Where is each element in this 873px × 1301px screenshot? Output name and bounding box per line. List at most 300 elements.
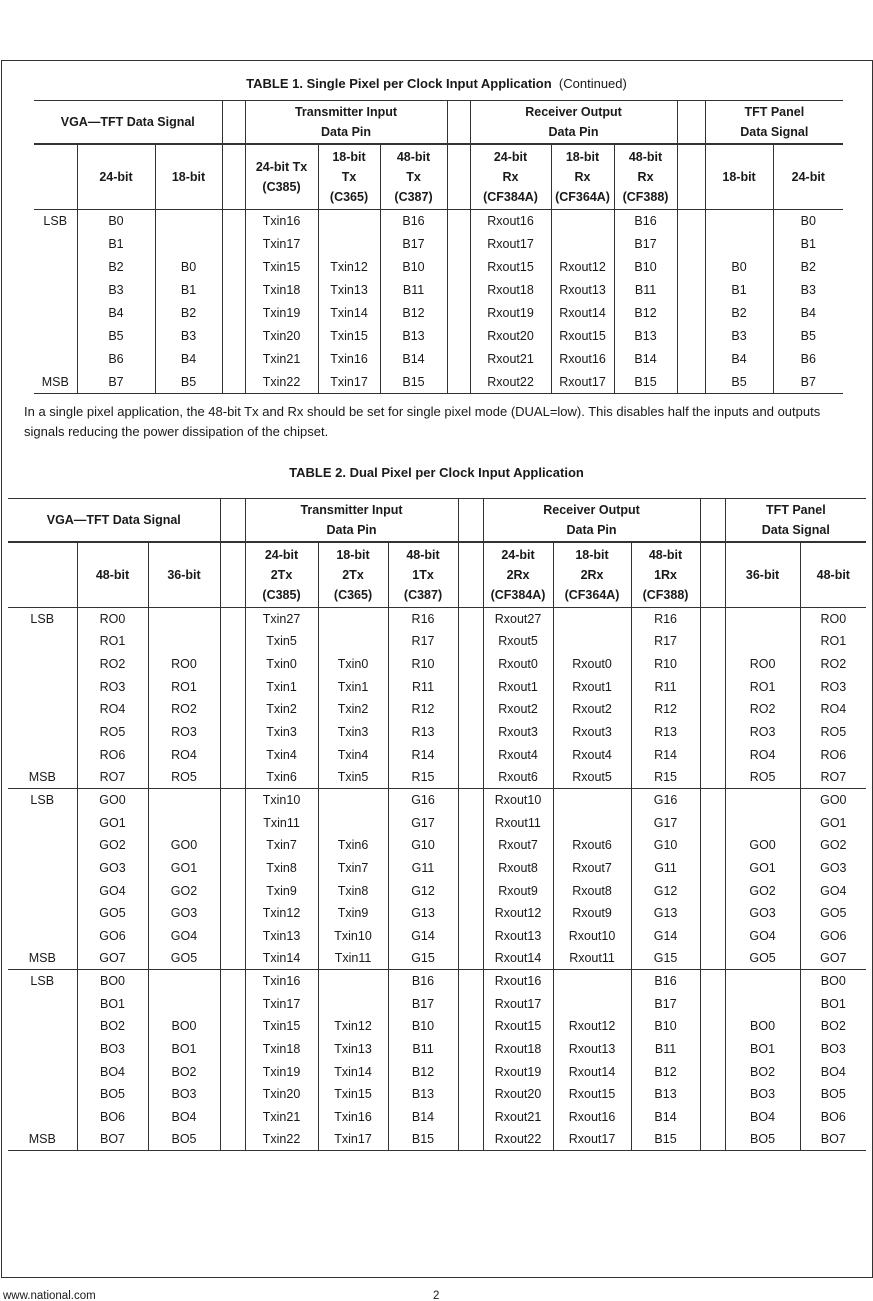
signal-cell xyxy=(148,970,220,993)
signal-cell: Txin9 xyxy=(318,902,388,925)
signal-cell: R17 xyxy=(631,630,700,653)
spacer xyxy=(458,653,483,676)
spacer xyxy=(458,499,483,543)
signal-cell: BO0 xyxy=(800,970,866,993)
signal-cell xyxy=(725,970,800,993)
signal-cell: Rxout16 xyxy=(551,348,614,371)
spacer xyxy=(458,902,483,925)
table-row xyxy=(8,789,866,812)
signal-cell: GO2 xyxy=(77,834,148,857)
signal-cell: BO0 xyxy=(77,970,148,993)
column-header: 18-bit 2Tx (C365) xyxy=(318,542,388,608)
spacer xyxy=(700,857,725,880)
spacer xyxy=(677,279,705,302)
table1-title-text: TABLE 1. Single Pixel per Clock Input Application xyxy=(246,76,552,91)
signal-cell: Rxout15 xyxy=(483,1015,553,1038)
signal-cell: Rxout14 xyxy=(483,947,553,970)
signal-cell xyxy=(725,992,800,1015)
column-header: 24-bit 2Rx (CF384A) xyxy=(483,542,553,608)
spacer xyxy=(677,325,705,348)
signal-cell: BO0 xyxy=(725,1015,800,1038)
blank-header xyxy=(8,542,77,608)
signal-cell: Txin14 xyxy=(245,947,318,970)
signal-cell: Rxout12 xyxy=(551,256,614,279)
signal-cell: Txin2 xyxy=(318,698,388,721)
column-header: 48-bit Tx (C387) xyxy=(380,144,447,210)
signal-cell: Rxout20 xyxy=(470,325,551,348)
signal-cell: Rxout15 xyxy=(470,256,551,279)
column-header: 24-bit Rx (CF384A) xyxy=(470,144,551,210)
signal-cell: Txin11 xyxy=(318,947,388,970)
signal-cell: Txin18 xyxy=(245,279,318,302)
spacer xyxy=(458,924,483,947)
signal-cell: Txin15 xyxy=(318,1083,388,1106)
table-row xyxy=(34,279,843,302)
signal-cell xyxy=(155,210,222,233)
bit-position xyxy=(8,857,77,880)
signal-cell: BO5 xyxy=(725,1128,800,1151)
signal-cell: G16 xyxy=(388,789,458,812)
signal-cell: Rxout12 xyxy=(483,902,553,925)
signal-cell: RO1 xyxy=(148,675,220,698)
spacer xyxy=(458,834,483,857)
column-header: 48-bit xyxy=(800,542,866,608)
signal-cell: Rxout9 xyxy=(483,879,553,902)
signal-cell: GO3 xyxy=(725,902,800,925)
table1-continued: (Continued) xyxy=(558,76,627,91)
signal-cell: Txin7 xyxy=(245,834,318,857)
signal-cell: Rxout0 xyxy=(553,653,631,676)
signal-cell: G12 xyxy=(388,879,458,902)
signal-cell: B2 xyxy=(77,256,155,279)
signal-cell: GO6 xyxy=(800,924,866,947)
bit-position xyxy=(8,834,77,857)
signal-cell: B13 xyxy=(380,325,447,348)
table-row xyxy=(34,302,843,325)
bit-position xyxy=(8,653,77,676)
signal-cell: Rxout15 xyxy=(553,1083,631,1106)
signal-cell: B14 xyxy=(380,348,447,371)
signal-cell: BO7 xyxy=(800,1128,866,1151)
signal-cell: RO0 xyxy=(725,653,800,676)
spacer xyxy=(700,947,725,970)
signal-cell: B5 xyxy=(773,325,843,348)
signal-cell: B15 xyxy=(388,1128,458,1151)
signal-cell: Rxout3 xyxy=(553,721,631,744)
spacer xyxy=(700,970,725,993)
spacer xyxy=(447,101,470,145)
spacer xyxy=(458,1106,483,1129)
table-row xyxy=(8,834,866,857)
signal-cell: GO5 xyxy=(725,947,800,970)
signal-cell: RO1 xyxy=(725,675,800,698)
spacer xyxy=(222,371,245,394)
signal-cell: Txin18 xyxy=(245,1038,318,1061)
spacer xyxy=(700,1106,725,1129)
spacer xyxy=(447,371,470,394)
signal-cell: Txin20 xyxy=(245,1083,318,1106)
signal-cell: B4 xyxy=(77,302,155,325)
signal-cell: Txin14 xyxy=(318,302,380,325)
signal-cell: B0 xyxy=(77,210,155,233)
signal-cell: Rxout16 xyxy=(483,970,553,993)
signal-cell: Rxout6 xyxy=(553,834,631,857)
bit-position: MSB xyxy=(28,951,56,966)
signal-cell: Txin20 xyxy=(245,325,318,348)
signal-cell: RO5 xyxy=(800,721,866,744)
spacer xyxy=(222,325,245,348)
signal-cell: Rxout1 xyxy=(553,675,631,698)
signal-cell: G10 xyxy=(388,834,458,857)
signal-cell: Txin6 xyxy=(245,766,318,789)
signal-cell: Txin22 xyxy=(245,1128,318,1151)
spacer xyxy=(447,144,470,210)
signal-cell: Txin13 xyxy=(318,1038,388,1061)
signal-cell xyxy=(318,992,388,1015)
signal-cell: G16 xyxy=(631,789,700,812)
signal-cell: R12 xyxy=(631,698,700,721)
table-row xyxy=(8,1060,866,1083)
signal-cell: RO5 xyxy=(148,766,220,789)
spacer xyxy=(220,542,245,608)
spacer xyxy=(700,1060,725,1083)
signal-cell: RO4 xyxy=(148,743,220,766)
spacer xyxy=(458,811,483,834)
spacer xyxy=(447,325,470,348)
signal-cell: B15 xyxy=(614,371,677,394)
spacer xyxy=(220,811,245,834)
spacer xyxy=(458,721,483,744)
signal-cell: Rxout20 xyxy=(483,1083,553,1106)
signal-cell: Rxout9 xyxy=(553,902,631,925)
signal-cell: BO1 xyxy=(77,992,148,1015)
signal-cell: Txin10 xyxy=(245,789,318,812)
signal-cell: Txin13 xyxy=(318,279,380,302)
spacer xyxy=(458,675,483,698)
column-header: 18-bit 2Rx (CF364A) xyxy=(553,542,631,608)
signal-cell: Txin12 xyxy=(318,1015,388,1038)
signal-cell: Txin10 xyxy=(318,924,388,947)
spacer xyxy=(700,1015,725,1038)
table-row xyxy=(8,947,866,970)
signal-cell: Rxout13 xyxy=(553,1038,631,1061)
signal-cell: B13 xyxy=(614,325,677,348)
signal-cell xyxy=(148,630,220,653)
table-row xyxy=(8,1038,866,1061)
signal-cell: R10 xyxy=(388,653,458,676)
table-row xyxy=(8,857,866,880)
table-row xyxy=(8,608,866,631)
signal-cell: B17 xyxy=(388,992,458,1015)
signal-cell: Txin3 xyxy=(318,721,388,744)
signal-cell: Rxout21 xyxy=(483,1106,553,1129)
signal-cell: RO2 xyxy=(725,698,800,721)
spacer xyxy=(220,1015,245,1038)
signal-cell: Rxout5 xyxy=(553,766,631,789)
signal-cell: Rxout13 xyxy=(551,279,614,302)
signal-cell: RO3 xyxy=(148,721,220,744)
signal-cell xyxy=(553,970,631,993)
footer-url[interactable]: www.national.com xyxy=(3,1290,96,1301)
spacer xyxy=(458,766,483,789)
signal-cell: RO6 xyxy=(800,743,866,766)
spacer xyxy=(700,675,725,698)
signal-cell: RO0 xyxy=(77,608,148,631)
signal-cell: Rxout8 xyxy=(553,879,631,902)
spacer xyxy=(700,992,725,1015)
signal-cell: RO4 xyxy=(725,743,800,766)
signal-cell: GO7 xyxy=(77,947,148,970)
group-header: Receiver Output Data Pin xyxy=(483,499,700,543)
column-header: 18-bit xyxy=(705,144,773,210)
signal-cell: Rxout2 xyxy=(553,698,631,721)
signal-cell: B17 xyxy=(380,233,447,256)
signal-cell: B0 xyxy=(155,256,222,279)
signal-cell: B10 xyxy=(388,1015,458,1038)
signal-cell: Txin12 xyxy=(318,256,380,279)
spacer xyxy=(700,924,725,947)
spacer xyxy=(458,1038,483,1061)
signal-cell: Rxout22 xyxy=(483,1128,553,1151)
spacer xyxy=(222,101,245,145)
signal-cell: BO3 xyxy=(800,1038,866,1061)
spacer xyxy=(458,608,483,631)
signal-cell: RO0 xyxy=(148,653,220,676)
spacer xyxy=(700,630,725,653)
signal-cell: R16 xyxy=(631,608,700,631)
signal-cell: Rxout4 xyxy=(483,743,553,766)
signal-cell: Txin17 xyxy=(318,1128,388,1151)
spacer xyxy=(220,857,245,880)
signal-cell: B3 xyxy=(155,325,222,348)
signal-cell: Rxout6 xyxy=(483,766,553,789)
table2 xyxy=(8,498,866,1151)
signal-cell: B5 xyxy=(77,325,155,348)
signal-cell: Rxout1 xyxy=(483,675,553,698)
signal-cell: B3 xyxy=(77,279,155,302)
spacer xyxy=(220,834,245,857)
signal-cell: Rxout10 xyxy=(483,789,553,812)
signal-cell: B15 xyxy=(380,371,447,394)
column-header: 48-bit xyxy=(77,542,148,608)
column-header: 36-bit xyxy=(148,542,220,608)
signal-cell: BO6 xyxy=(800,1106,866,1129)
signal-cell: Txin6 xyxy=(318,834,388,857)
bit-position: LSB xyxy=(30,612,55,627)
spacer xyxy=(458,743,483,766)
column-header: 24-bit xyxy=(77,144,155,210)
signal-cell: G10 xyxy=(631,834,700,857)
signal-cell: Txin13 xyxy=(245,924,318,947)
signal-cell xyxy=(318,970,388,993)
spacer xyxy=(220,970,245,993)
signal-cell: GO3 xyxy=(800,857,866,880)
group-header: VGA—TFT Data Signal xyxy=(8,499,220,543)
spacer xyxy=(700,743,725,766)
signal-cell: B14 xyxy=(614,348,677,371)
signal-cell: Txin8 xyxy=(318,879,388,902)
table-row xyxy=(8,879,866,902)
spacer xyxy=(222,210,245,233)
spacer xyxy=(222,302,245,325)
signal-cell: Rxout19 xyxy=(470,302,551,325)
signal-cell: GO5 xyxy=(148,947,220,970)
signal-cell: Rxout17 xyxy=(553,1128,631,1151)
table-row xyxy=(34,233,843,256)
signal-cell: Txin17 xyxy=(245,233,318,256)
signal-cell: R14 xyxy=(388,743,458,766)
spacer xyxy=(220,879,245,902)
signal-cell xyxy=(725,630,800,653)
bit-position xyxy=(8,1038,77,1061)
spacer xyxy=(458,1060,483,1083)
signal-cell: RO1 xyxy=(77,630,148,653)
signal-cell: BO5 xyxy=(800,1083,866,1106)
signal-cell xyxy=(725,789,800,812)
signal-cell: B16 xyxy=(614,210,677,233)
table-row xyxy=(8,811,866,834)
bit-position xyxy=(8,811,77,834)
signal-cell: B12 xyxy=(631,1060,700,1083)
spacer xyxy=(220,743,245,766)
note-paragraph: In a single pixel application, the 48-bit Tx and Rx should be set for single pixel mode (DUAL=low). This disables half the inputs and outputs signals reducing the power dissipation of the chipset. xyxy=(24,404,821,439)
signal-cell: RO3 xyxy=(800,675,866,698)
spacer xyxy=(700,698,725,721)
group-header: Receiver Output Data Pin xyxy=(470,101,677,145)
spacer xyxy=(220,1128,245,1151)
signal-cell: G12 xyxy=(631,879,700,902)
signal-cell: Txin15 xyxy=(245,256,318,279)
signal-cell xyxy=(318,608,388,631)
signal-cell: Rxout11 xyxy=(553,947,631,970)
spacer xyxy=(447,233,470,256)
spacer xyxy=(700,834,725,857)
spacer xyxy=(222,233,245,256)
signal-cell: Txin1 xyxy=(245,675,318,698)
spacer xyxy=(677,302,705,325)
spacer xyxy=(700,1038,725,1061)
spacer xyxy=(700,811,725,834)
signal-cell: GO1 xyxy=(800,811,866,834)
signal-cell: B14 xyxy=(388,1106,458,1129)
signal-cell: Txin5 xyxy=(318,766,388,789)
spacer xyxy=(220,653,245,676)
table-row xyxy=(8,992,866,1015)
bit-position xyxy=(8,721,77,744)
spacer xyxy=(220,675,245,698)
signal-cell: Txin12 xyxy=(245,902,318,925)
signal-cell: Rxout17 xyxy=(483,992,553,1015)
table-row xyxy=(8,1128,866,1151)
signal-cell: BO4 xyxy=(148,1106,220,1129)
signal-cell: Rxout19 xyxy=(483,1060,553,1083)
signal-cell: Txin17 xyxy=(245,992,318,1015)
table-row xyxy=(34,210,843,233)
table-row xyxy=(8,924,866,947)
table-row xyxy=(8,970,866,993)
signal-cell: RO3 xyxy=(725,721,800,744)
signal-cell: Rxout27 xyxy=(483,608,553,631)
spacer xyxy=(458,1015,483,1038)
signal-cell: B14 xyxy=(631,1106,700,1129)
signal-cell: GO7 xyxy=(800,947,866,970)
signal-cell: R12 xyxy=(388,698,458,721)
group-header: Transmitter Input Data Pin xyxy=(245,499,458,543)
signal-cell: GO4 xyxy=(77,879,148,902)
signal-cell: B0 xyxy=(773,210,843,233)
signal-cell: BO4 xyxy=(725,1106,800,1129)
bit-position xyxy=(34,302,77,325)
signal-cell: B12 xyxy=(614,302,677,325)
signal-cell xyxy=(148,789,220,812)
group-header: VGA—TFT Data Signal xyxy=(34,101,222,145)
spacer xyxy=(220,721,245,744)
signal-cell xyxy=(725,608,800,631)
signal-cell: B16 xyxy=(631,970,700,993)
spacer xyxy=(700,608,725,631)
signal-cell: Txin2 xyxy=(245,698,318,721)
signal-cell: Txin21 xyxy=(245,1106,318,1129)
spacer xyxy=(447,256,470,279)
signal-cell: Txin3 xyxy=(245,721,318,744)
signal-cell xyxy=(553,789,631,812)
group-header: TFT Panel Data Signal xyxy=(725,499,866,543)
signal-cell: GO6 xyxy=(77,924,148,947)
signal-cell: BO5 xyxy=(77,1083,148,1106)
signal-cell: B4 xyxy=(155,348,222,371)
signal-cell: B13 xyxy=(631,1083,700,1106)
signal-cell: Rxout21 xyxy=(470,348,551,371)
signal-cell: BO6 xyxy=(77,1106,148,1129)
signal-cell: Txin7 xyxy=(318,857,388,880)
signal-cell: G13 xyxy=(388,902,458,925)
signal-cell: Rxout14 xyxy=(553,1060,631,1083)
table-row xyxy=(34,256,843,279)
signal-cell: G14 xyxy=(631,924,700,947)
bit-position xyxy=(8,1015,77,1038)
signal-cell: R17 xyxy=(388,630,458,653)
signal-cell: B1 xyxy=(155,279,222,302)
spacer xyxy=(220,630,245,653)
signal-cell: Txin9 xyxy=(245,879,318,902)
signal-cell: GO2 xyxy=(148,879,220,902)
signal-cell: R15 xyxy=(388,766,458,789)
signal-cell: Rxout13 xyxy=(483,924,553,947)
signal-cell: B12 xyxy=(380,302,447,325)
spacer xyxy=(220,766,245,789)
signal-cell: RO1 xyxy=(800,630,866,653)
spacer xyxy=(458,947,483,970)
signal-cell: Rxout3 xyxy=(483,721,553,744)
signal-cell: Txin4 xyxy=(245,743,318,766)
signal-cell: B2 xyxy=(705,302,773,325)
column-header: 24-bit xyxy=(773,144,843,210)
spacer xyxy=(700,789,725,812)
signal-cell: Rxout12 xyxy=(553,1015,631,1038)
signal-cell xyxy=(553,608,631,631)
signal-cell: BO1 xyxy=(725,1038,800,1061)
bit-position: MSB xyxy=(34,371,77,394)
signal-cell: G17 xyxy=(631,811,700,834)
signal-cell: Txin22 xyxy=(245,371,318,394)
signal-cell: R11 xyxy=(631,675,700,698)
signal-cell: GO0 xyxy=(725,834,800,857)
signal-cell: G15 xyxy=(631,947,700,970)
signal-cell: B10 xyxy=(380,256,447,279)
column-header: 24-bit Tx (C385) xyxy=(245,144,318,210)
signal-cell: Rxout18 xyxy=(483,1038,553,1061)
spacer xyxy=(220,608,245,631)
